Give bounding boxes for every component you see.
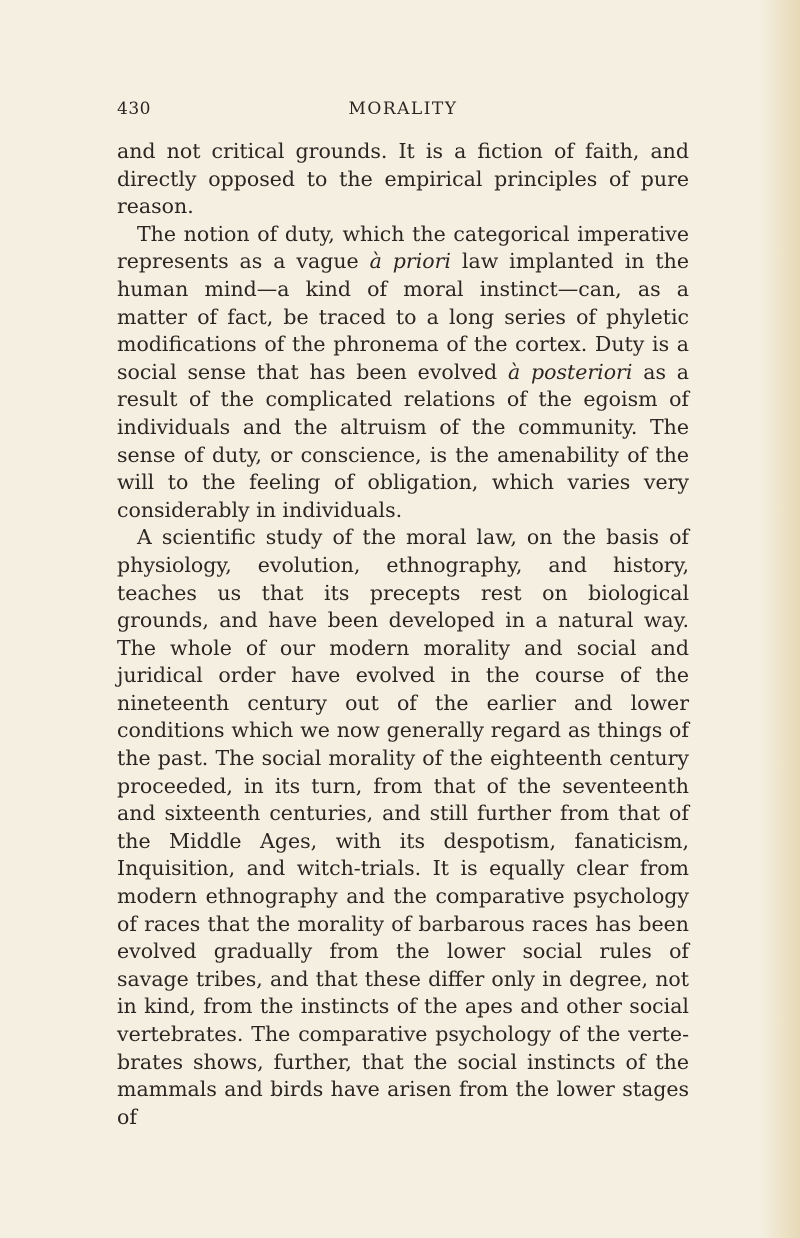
paragraph-1: and not critical grounds. It is a fiction of faith, and directly opposed to the empirical principles of pure reason. bbox=[117, 139, 689, 219]
page-number: 430 bbox=[117, 99, 151, 119]
paragraph-3: A scientific study of the moral law, on the basis of physiology, evolution, ethnography, and history, teaches us that its precepts rest on biological grounds, and have been developed in a natural way. The whole of our modern morality and social and juridical order have evolved in the course of the nineteenth century out of the earlier and lower conditions which we now generally regard as things of the past. The social morality of the eighteenth century proceeded, in its turn, from that of the seventeenth and sixteenth centuries, and still further from that of the Middle Ages, with its despotism, fanaticism, Inquisition, and witch-trials. It is equally clear from modern ethnography and the comparative psychology of races that the morality of barbarous races has been evolved gradually from the lower social rules of savage tribes, and that these differ only in degree, not in kind, from the instincts of the apes and other social vertebrates. The comparative psychology of the vertebrates shows, further, that the social instincts of the mammals and birds have arisen from the lower stages of bbox=[117, 525, 689, 1129]
paragraph-2-text-c: as a result of the complicated relations of the egoism of individuals and the altruism of the community. The sense of duty, or conscience, is the amenability of the will to the feeling of obligation, which varies very considerably in individuals. bbox=[117, 359, 689, 522]
page-edge-shadow bbox=[760, 0, 800, 1238]
body-text bbox=[117, 138, 689, 1131]
paragraph-2 bbox=[117, 221, 689, 525]
paragraph-2-text-a: The notion of duty, which the categorical imperative represents as a vague bbox=[117, 221, 689, 274]
a-priori-italic: à priori bbox=[369, 249, 451, 274]
running-head: MORALITY bbox=[348, 99, 458, 119]
paragraph-2-text-b: law implanted in the human mind—a kind of moral instinct—can, as a matter of fact, be traced to a long series of phyletic modifications of the phronema of the cortex. Duty is a social sense that has been evolved bbox=[117, 249, 689, 384]
page-header bbox=[117, 99, 689, 123]
a-posteriori-italic: à posteriori bbox=[507, 359, 633, 384]
